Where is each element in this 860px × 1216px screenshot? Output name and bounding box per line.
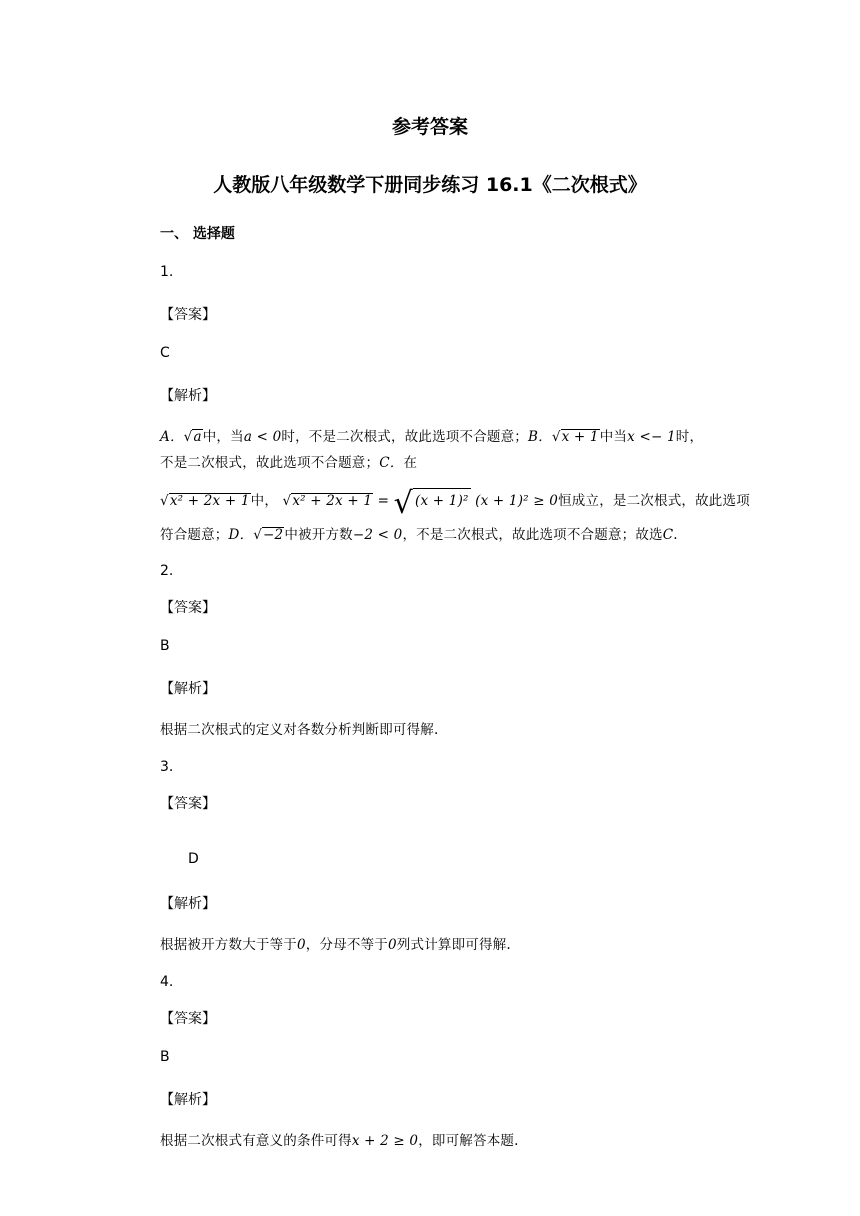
answer-label: 【答案】 (160, 307, 216, 323)
analysis-text (160, 1129, 519, 1149)
answer-label: 【答案】 (160, 1011, 216, 1027)
chosen-option: C (662, 527, 674, 543)
analysis-label: 【解析】 (160, 1092, 216, 1108)
analysis-label: 【解析】 (160, 681, 216, 697)
radical-sign: √ (253, 527, 263, 543)
option-b-label: B． (527, 429, 552, 445)
text: ，不是二次根式，故此选项不合题意；故选 (402, 527, 663, 543)
analysis-line-1 (160, 425, 703, 446)
text: 中被开方数 (284, 527, 353, 543)
text: 时，不是二次根式，故此选项不合题意； (281, 429, 528, 445)
text: 中， (250, 493, 279, 509)
inequality: −2 < 0 (352, 527, 403, 543)
text: 列式计算即可得解. (396, 937, 511, 953)
radicand: x² + 2x + 1 (169, 493, 250, 509)
option-a-label: A． (160, 429, 184, 445)
answer-value: B (160, 638, 170, 654)
radicand: x + 1 (561, 429, 599, 445)
text: 时， (675, 429, 704, 445)
answer-value: B (160, 1049, 170, 1065)
radical-sign: √ (282, 493, 292, 509)
answer-label: 【答案】 (160, 600, 216, 616)
text: ，即可解答本题. (418, 1133, 519, 1149)
answer-value: D (188, 851, 199, 867)
text: . (673, 527, 678, 543)
option-c-label: C． (379, 455, 404, 471)
question-number: 3. (160, 759, 174, 775)
radical-sign: √ (160, 493, 169, 509)
equals-sign: = (377, 493, 390, 509)
radical-sign: √ (183, 429, 193, 445)
big-radical-sign: √ (393, 486, 413, 521)
text: 中当 (599, 429, 628, 445)
radical-sign: √ (551, 429, 561, 445)
text: 符合题意； (160, 527, 229, 543)
section-heading: 一、 选择题 (160, 226, 235, 242)
page-subtitle: 人教版八年级数学下册同步练习 16.1《二次根式》 (213, 174, 647, 196)
text: 不是二次根式，故此选项不合题意； (160, 455, 380, 471)
text: 根据二次根式有意义的条件可得 (160, 1133, 352, 1149)
zero: 0 (388, 937, 397, 953)
question-number: 2. (160, 563, 174, 579)
text: 恒成立，是二次根式，故此选项 (558, 493, 750, 509)
answer-value: C (160, 345, 170, 361)
answer-label: 【答案】 (160, 796, 216, 812)
analysis-label: 【解析】 (160, 896, 216, 912)
radicand: x² + 2x + 1 (292, 493, 373, 509)
condition: x <− 1 (627, 429, 676, 445)
text: ，分母不等于 (305, 937, 388, 953)
big-radicand: (x + 1)² (413, 488, 471, 509)
page-title: 参考答案 (391, 116, 468, 138)
analysis-text: 根据二次根式的定义对各数分析判断即可得解. (160, 722, 439, 738)
analysis-label: 【解析】 (160, 388, 216, 404)
inequality: (x + 1)² ≥ 0 (475, 493, 559, 509)
analysis-line-4 (160, 523, 678, 544)
radicand: −2 (263, 527, 284, 543)
analysis-text (160, 933, 511, 953)
question-number: 1. (160, 264, 174, 280)
text: 中，当 (202, 429, 244, 445)
question-number: 4. (160, 974, 174, 990)
analysis-line-2 (160, 451, 417, 471)
radicand: a (193, 429, 202, 445)
analysis-line-3 (160, 486, 750, 521)
text: 根据被开方数大于等于 (160, 937, 297, 953)
condition: a < 0 (243, 429, 282, 445)
inequality: x + 2 ≥ 0 (351, 1133, 419, 1149)
text: 在 (403, 455, 418, 471)
zero: 0 (297, 937, 306, 953)
option-d-label: D． (228, 527, 254, 543)
